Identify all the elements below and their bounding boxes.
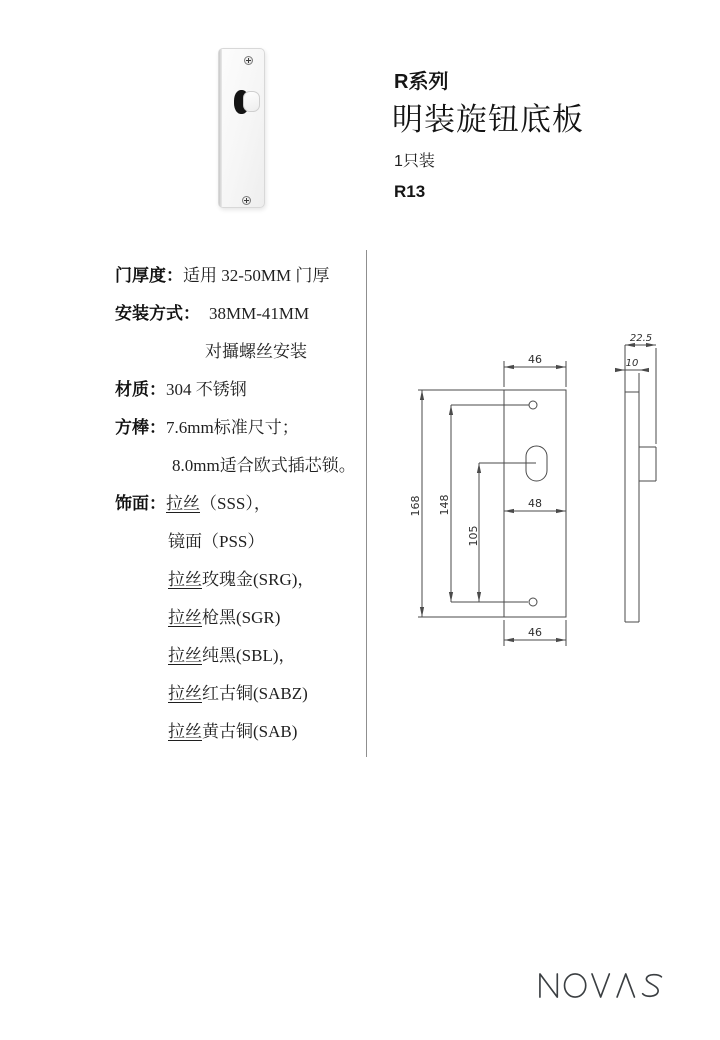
spec-row-finish-pss xyxy=(115,523,365,561)
spec-text: 黄古铜(SAB) xyxy=(202,722,298,741)
spec-text: 适用 32-50MM 门厚 xyxy=(183,266,330,285)
spec-row-installation-cont xyxy=(115,333,365,371)
model-number: R13 xyxy=(394,182,426,201)
dim-mid-width: 48 xyxy=(528,497,542,510)
spec-row-door-thickness xyxy=(115,257,365,295)
spec-label: 方棒： xyxy=(115,418,166,437)
dim-width-bottom: 46 xyxy=(528,626,542,639)
dim-width-top: 46 xyxy=(528,353,542,366)
pack-quantity: 1只装 xyxy=(394,153,435,170)
dimension-drawing xyxy=(385,330,675,660)
spec-text: 玫瑰金(SRG)， xyxy=(202,570,315,589)
spec-row-spindle-cont xyxy=(115,447,365,485)
spec-list xyxy=(115,257,365,751)
spec-row-finish-sbl xyxy=(115,637,365,675)
novas-logo-icon xyxy=(537,972,674,999)
plate-side-edge xyxy=(219,49,222,207)
spec-row-installation xyxy=(115,295,365,333)
spec-text: （SSS）， xyxy=(200,494,271,513)
spec-underlined: 拉丝 xyxy=(168,722,202,741)
spec-underlined: 拉丝 xyxy=(168,684,202,703)
spec-text: 枪黑(SGR) xyxy=(202,608,281,627)
product-photo xyxy=(218,48,265,208)
spec-row-spindle xyxy=(115,409,365,447)
spec-underlined: 拉丝 xyxy=(168,570,202,589)
dim-knob-to-hole: 105 xyxy=(467,525,480,547)
dim-hole-spacing: 148 xyxy=(438,494,451,516)
spec-label: 材质： xyxy=(115,380,166,399)
spec-label: 饰面： xyxy=(115,494,166,513)
spec-label: 门厚度： xyxy=(115,266,183,285)
dim-plate-thickness: 10 xyxy=(625,358,639,369)
dim-total-depth: 22.5 xyxy=(629,333,653,344)
spec-text: 对攝螺丝安装 xyxy=(205,342,307,361)
spec-row-finish xyxy=(115,485,365,523)
screw-icon-top xyxy=(244,56,253,65)
spec-text: 8.0mm适合欧式插芯锁。 xyxy=(172,456,356,475)
spec-text: 38MM-41MM xyxy=(209,304,310,323)
series-title: R系列 xyxy=(394,71,449,93)
spec-text: 红古铜(SABZ) xyxy=(202,684,308,703)
knob-face xyxy=(243,91,260,112)
spec-text: 304 不锈钢 xyxy=(166,380,247,399)
spec-text: 7.6mm标准尺寸； xyxy=(166,418,299,437)
spec-label: 安装方式： xyxy=(115,304,200,323)
spec-text: 纯黑(SBL)， xyxy=(202,646,296,665)
spec-underlined: 拉丝 xyxy=(168,646,202,665)
spec-text: 镜面（PSS） xyxy=(168,532,265,551)
dim-height: 168 xyxy=(409,495,422,517)
spec-row-finish-srg xyxy=(115,561,365,599)
spec-row-finish-sabz xyxy=(115,675,365,713)
spec-row-finish-sgr xyxy=(115,599,365,637)
screw-icon-bottom xyxy=(242,196,251,205)
product-name: 明装旋钮底板 xyxy=(392,102,584,137)
column-divider xyxy=(366,250,367,757)
spec-underlined: 拉丝 xyxy=(168,608,202,627)
front-bottom-hole xyxy=(529,598,537,606)
front-top-hole xyxy=(529,401,537,409)
spec-row-material xyxy=(115,371,365,409)
spec-underlined: 拉丝 xyxy=(166,494,200,513)
spec-row-finish-sab xyxy=(115,713,365,751)
technical-drawing xyxy=(385,330,675,665)
brand-logo xyxy=(537,972,674,1004)
